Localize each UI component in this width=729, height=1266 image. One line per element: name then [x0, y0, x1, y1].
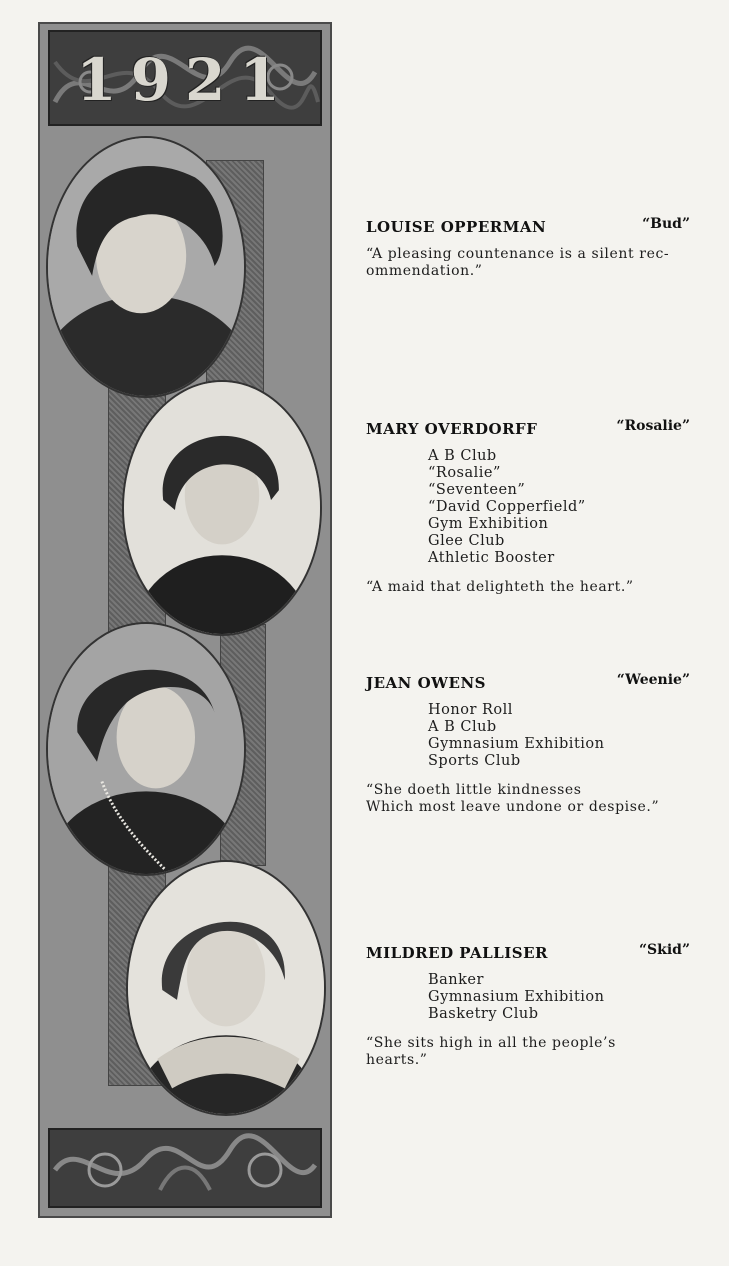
senior-name: MARY OVERDORFF: [366, 420, 538, 438]
senior-nickname: “Skid”: [638, 942, 690, 958]
senior-quote: “She doeth little kindnesses Which most leave undone or despise.”: [366, 782, 660, 815]
activity-item: Gymnasium Exhibition: [428, 989, 605, 1005]
activity-item: Athletic Booster: [428, 550, 555, 566]
activity-list: [428, 972, 696, 1023]
portrait-mary-overdorff: [122, 380, 322, 636]
senior-entry: [366, 218, 696, 280]
activity-list: [428, 448, 696, 567]
ornament-banner: [48, 1128, 322, 1208]
senior-entry: [366, 674, 696, 816]
activity-item: Glee Club: [428, 533, 505, 549]
senior-nickname: “Bud”: [642, 216, 690, 232]
portrait-louise-opperman: [46, 136, 246, 398]
senior-name: JEAN OWENS: [366, 674, 486, 692]
activity-item: Sports Club: [428, 753, 521, 769]
activity-list: [428, 702, 696, 770]
senior-quote: “A maid that delighteth the heart.”: [366, 579, 634, 595]
scroll-ornament: [50, 1130, 320, 1206]
year-banner: [48, 30, 322, 126]
activity-item: A B Club: [428, 719, 497, 735]
activity-item: “Rosalie”: [428, 465, 501, 481]
senior-nickname: “Weenie”: [616, 672, 690, 688]
activity-item: Honor Roll: [428, 702, 513, 718]
activity-item: Gym Exhibition: [428, 516, 549, 532]
year-text: 1921: [76, 46, 294, 114]
portrait-mildred-palliser: [126, 860, 326, 1116]
activity-item: Basketry Club: [428, 1006, 539, 1022]
senior-nickname: “Rosalie”: [616, 418, 690, 434]
senior-name: LOUISE OPPERMAN: [366, 218, 547, 236]
activity-item: Gymnasium Exhibition: [428, 736, 605, 752]
senior-quote: “A pleasing countenance is a silent rec- ommendation.”: [366, 246, 670, 279]
portrait-panel: [38, 22, 332, 1218]
senior-quote: “She sits high in all the people’s hearts.”: [366, 1035, 616, 1068]
senior-entry: [366, 944, 696, 1069]
activity-item: A B Club: [428, 448, 497, 464]
senior-name: MILDRED PALLISER: [366, 944, 548, 962]
activity-item: Banker: [428, 972, 484, 988]
senior-entry: [366, 420, 696, 596]
activity-item: “Seventeen”: [428, 482, 526, 498]
portrait-jean-owens: [46, 622, 246, 876]
activity-item: “David Copperfield”: [428, 499, 586, 515]
